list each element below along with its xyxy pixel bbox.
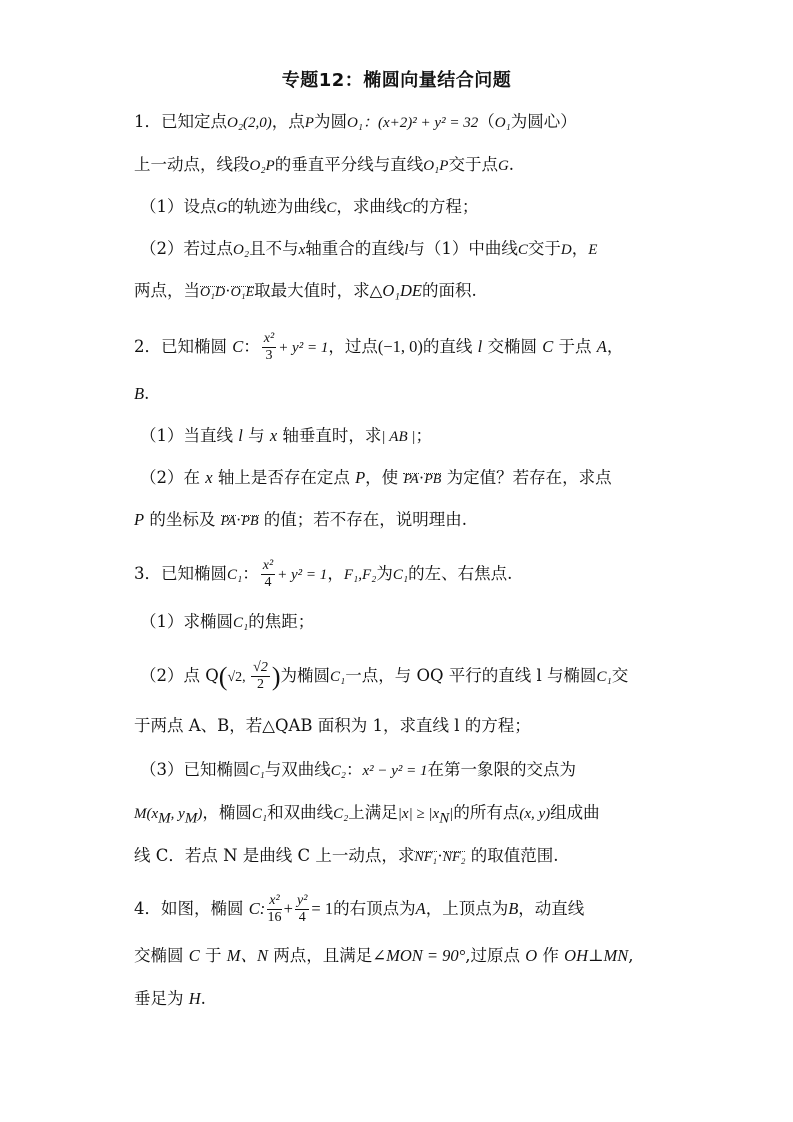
numerator: y²: [296, 893, 308, 908]
text: 的右顶点为: [333, 899, 416, 918]
math: C: [542, 337, 554, 356]
page-title: 专题12：椭圆向量结合问题: [281, 70, 512, 91]
vector: NF₂: [442, 850, 466, 865]
text: 且不与: [249, 239, 299, 258]
problem-3-part-3b: [134, 803, 674, 827]
problem-4-line-1: [134, 893, 674, 926]
text: 的焦距；: [248, 612, 315, 631]
dot: ·: [437, 846, 443, 865]
text: （1）求椭圆: [140, 612, 233, 631]
text: （: [478, 112, 495, 131]
text: 交: [611, 666, 629, 685]
text: 与双曲线: [264, 760, 331, 779]
denominator: 4: [264, 575, 272, 590]
math: (x, y): [519, 806, 551, 822]
denominator: 2: [256, 677, 264, 692]
fraction: [261, 558, 275, 591]
math: x: [298, 242, 306, 258]
text: 为: [376, 564, 393, 583]
text: 的坐标及: [144, 510, 221, 529]
problem-2-part-2a: [140, 468, 680, 488]
text: 4．如图，椭圆: [134, 899, 249, 918]
subscript: M: [184, 810, 198, 827]
math: C₁: [596, 669, 612, 685]
math: O₂: [233, 242, 250, 258]
problem-4-line-3: [134, 989, 674, 1009]
text: 的垂直平分线与直线: [274, 155, 424, 174]
text: ,: [628, 946, 634, 965]
text: 为椭圆: [280, 666, 330, 685]
problem-3-part-3a: [140, 760, 680, 780]
text: 2．已知椭圆: [134, 337, 233, 356]
problem-2-part-1: [140, 426, 680, 446]
text: ，椭圆: [202, 803, 252, 822]
math: C₂: [333, 806, 349, 822]
math: M(x: [134, 806, 159, 822]
numerator: x²: [262, 558, 274, 573]
text: 作: [537, 946, 565, 965]
denominator: 3: [265, 348, 273, 363]
math: O₂(2,0): [227, 115, 272, 131]
math: E: [588, 242, 598, 258]
text: 为圆: [313, 112, 347, 131]
numerator: x²: [269, 893, 280, 908]
math: C₁: [227, 567, 243, 583]
text: 一点，与 OQ 平行的直线 l 与椭圆: [345, 666, 597, 685]
math: x² − y² = 1: [362, 763, 428, 779]
math: + y² = 1: [277, 567, 328, 583]
text: 线 C．若点 N 是曲线 C 上一动点，求: [134, 846, 415, 865]
text: 与: [242, 426, 270, 445]
text: ，: [606, 337, 624, 356]
text: 1．已知定点: [134, 112, 227, 131]
vector: O₁E: [230, 285, 255, 300]
text: ，点: [271, 112, 305, 131]
math: √2,: [227, 670, 250, 685]
text: ，动直线: [518, 899, 585, 918]
text: 的值；若不存在，说明理由.: [258, 510, 468, 529]
math: G: [497, 158, 509, 174]
text: 交椭圆: [134, 946, 189, 965]
math: F₁,F₂: [343, 567, 377, 583]
text: ,过原点: [465, 946, 526, 965]
problem-3-part-1: [140, 612, 680, 632]
text: 和双曲线: [267, 803, 334, 822]
math: A: [415, 899, 426, 918]
vector: PB: [424, 472, 442, 487]
text: 为圆心）: [510, 112, 577, 131]
text: ，使: [365, 468, 404, 487]
math: A: [596, 337, 607, 356]
math: l: [477, 337, 483, 356]
text: 垂足为: [134, 989, 189, 1008]
fraction: [262, 331, 276, 364]
math: P: [355, 468, 366, 487]
text: 组成曲: [550, 803, 600, 822]
text: ，: [571, 239, 589, 258]
math: |: [449, 806, 454, 822]
math: (x+2)² + y² = 32: [378, 115, 479, 131]
math: C:: [248, 899, 266, 918]
math: + y² = 1: [278, 340, 329, 356]
math: C₁: [392, 567, 409, 583]
text: .: [200, 989, 206, 1008]
text: （3）已知椭圆: [140, 760, 250, 779]
problem-3-line-1: [134, 558, 674, 591]
problem-1-line-1: [134, 112, 674, 132]
denominator: 16: [267, 910, 282, 925]
text: 的方程；: [412, 197, 479, 216]
text: 的左、右焦点.: [408, 564, 513, 583]
text: ，: [327, 564, 344, 583]
text: 交于点: [448, 155, 498, 174]
math: M、N: [226, 946, 269, 965]
math: C: [402, 200, 413, 216]
problem-2-line-2: [134, 384, 674, 404]
fraction: [267, 893, 281, 926]
math: l: [238, 426, 243, 445]
math: B: [134, 384, 145, 403]
math: C₁: [233, 615, 249, 631]
text: ：: [345, 760, 363, 779]
text: 轴重合的直线: [305, 239, 405, 258]
math: H: [188, 989, 201, 1008]
problem-3-part-3c: [134, 846, 674, 866]
math: G: [216, 200, 228, 216]
problem-4-line-2: [134, 946, 674, 966]
math: C₂: [330, 763, 346, 779]
text: （1）设点: [140, 197, 217, 216]
math: ): [197, 806, 203, 822]
text: 于两点 A、B，若△QAB 面积为 1，求直线 l 的方程；: [134, 716, 531, 735]
text: 上满足: [348, 803, 398, 822]
math: x: [269, 426, 278, 445]
math: l: [404, 242, 409, 258]
text: 与（1）中曲线: [408, 239, 518, 258]
vector: PA: [220, 514, 236, 529]
text: 的轨迹为曲线: [227, 197, 327, 216]
problem-1-part-1: [140, 197, 680, 217]
text: （2）点 Q: [140, 666, 219, 685]
subscript: N: [439, 810, 450, 827]
text: ：: [242, 564, 259, 583]
text: 交于: [527, 239, 561, 258]
text: ，过点: [328, 337, 378, 356]
text: ，求曲线: [336, 197, 403, 216]
math: O: [525, 946, 538, 965]
fraction: [295, 893, 309, 926]
dot: ·: [225, 281, 231, 300]
math: C₁: [251, 806, 268, 822]
fraction: [251, 660, 270, 693]
problem-1-line-2: [134, 155, 674, 175]
text: 的面积.: [421, 281, 477, 300]
math: C: [232, 337, 244, 356]
text: ：: [243, 337, 260, 356]
text: （1）当直线: [140, 426, 239, 445]
text: 的所有点: [453, 803, 520, 822]
text: （2）若过点: [140, 239, 233, 258]
math: +: [283, 899, 293, 918]
math: | AB |: [381, 429, 416, 445]
math: O₁DE: [382, 281, 422, 300]
text: （2）在: [140, 468, 206, 487]
math: x: [205, 468, 213, 487]
problem-3-part-2a: [140, 660, 680, 693]
math: = 1: [311, 899, 334, 918]
problem-1-part-2a: [140, 239, 680, 259]
text: 轴上是否存在定点: [212, 468, 356, 487]
math: C: [326, 200, 337, 216]
text: 两点，当: [134, 281, 200, 300]
dot: ·: [418, 468, 425, 487]
paren: ): [271, 661, 281, 691]
problem-3-part-2b: [134, 716, 674, 736]
math: D: [560, 242, 572, 258]
text: 上一动点，线段: [134, 155, 250, 174]
math: OH⊥MN: [564, 946, 629, 965]
paren: (: [218, 661, 228, 691]
denominator: 4: [298, 910, 306, 925]
vector: O₁D: [200, 285, 226, 300]
text: 两点，且满足: [268, 946, 373, 965]
text: ；: [415, 426, 432, 445]
text: 的取值范围.: [465, 846, 559, 865]
vector: NF₁: [414, 850, 438, 865]
math: |x| ≥ |x: [397, 806, 440, 822]
vector: PA: [403, 472, 419, 487]
math: P: [134, 510, 145, 529]
vector: PB: [241, 514, 259, 529]
text: 的直线: [422, 337, 478, 356]
math: , y: [170, 806, 185, 822]
math: P: [304, 115, 314, 131]
dot: ·: [235, 510, 242, 529]
math: O₁：: [346, 115, 379, 131]
problem-2-line-1: [134, 331, 674, 364]
text: ，上顶点为: [425, 899, 509, 918]
math: C₁: [249, 763, 265, 779]
problem-1-part-2b: [134, 281, 674, 301]
math: C₁: [330, 669, 346, 685]
math: O₁P: [423, 158, 449, 174]
subscript: M: [158, 810, 171, 827]
text: 为定值？若存在，求点: [441, 468, 612, 487]
math: C: [188, 946, 200, 965]
math: O₂P: [249, 158, 275, 174]
text: 取最大值时，求△: [254, 281, 383, 300]
text: 交椭圆: [482, 337, 543, 356]
text: 于: [199, 946, 227, 965]
math: ∠MON = 90°: [372, 946, 466, 965]
problem-2-part-2b: [134, 510, 674, 530]
text: 在第一象限的交点为: [427, 760, 577, 779]
text: .: [144, 384, 150, 403]
numerator: x²: [263, 331, 275, 346]
text: 3．已知椭圆: [134, 564, 227, 583]
math: B: [508, 899, 519, 918]
text: 于点: [553, 337, 597, 356]
text: 轴垂直时，求: [277, 426, 382, 445]
text: .: [508, 155, 515, 174]
math: O₁: [494, 115, 511, 131]
numerator: √2: [253, 660, 268, 675]
math: C: [517, 242, 528, 258]
math: (−1, 0): [377, 337, 423, 356]
